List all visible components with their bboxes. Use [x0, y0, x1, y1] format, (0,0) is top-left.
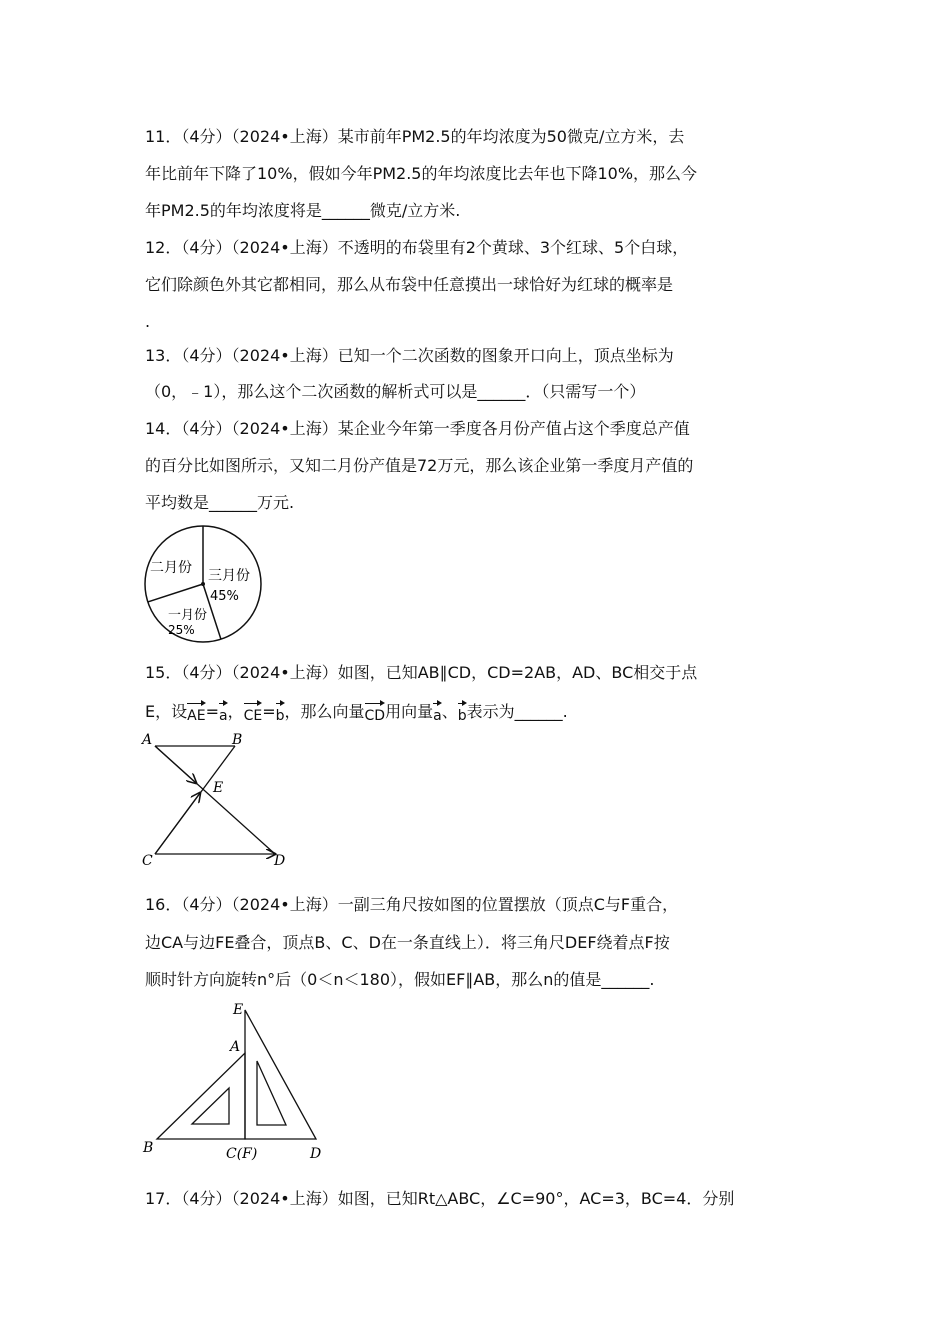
q13-line-2: （0，﹣1），那么这个二次函数的解析式可以是______．（只需写一个）	[145, 382, 646, 401]
label-c: C	[142, 853, 153, 869]
pie-pct-jan: 25%	[168, 623, 195, 637]
q15-sep-2: 、	[441, 702, 458, 721]
q16-line-2: 边CA与边FE叠合，顶点B、C、D在一条直线上）．将三角尺DEF绕着点F按	[145, 933, 670, 952]
vector-a: a	[219, 706, 228, 726]
q12-line-3: .	[145, 312, 151, 331]
vector-ae: AE	[187, 706, 205, 726]
label-d: D	[310, 1146, 322, 1162]
pie-label-jan: 一月份	[168, 608, 208, 623]
pie-center-dot	[201, 582, 205, 586]
q12-line-1: 12．（4分）（2024•上海）不透明的布袋里有2个黄球、3个红球、5个白球，	[145, 238, 689, 257]
triangle-abc-inner	[192, 1088, 229, 1124]
q15-line-2	[145, 702, 568, 726]
label-e: E	[213, 780, 224, 796]
triangle-def	[245, 1010, 316, 1139]
vector-ce: CE	[244, 706, 263, 726]
q12-line-2: 它们除颜色外其它都相同，那么从布袋中任意摸出一球恰好为红球的概率是	[145, 275, 674, 294]
q15-text-a: E，设	[145, 702, 188, 721]
q15-sep-1: ，	[227, 702, 244, 721]
label-b: B	[143, 1140, 154, 1156]
q16-line-1: 16．（4分）（2024•上海）一副三角尺按如图的位置摆放（顶点C与F重合，	[145, 895, 679, 914]
q15-text-c: 用向量	[385, 702, 434, 721]
label-e: E	[233, 1002, 244, 1018]
q15-line-1: 15．（4分）（2024•上海）如图，已知AB∥CD，CD=2AB，AD、BC相交于点	[145, 663, 698, 682]
q14-line-2: 的百分比如图所示，又知二月份产值是72万元，那么该企业第一季度月产值的	[145, 456, 694, 475]
figure-15	[140, 728, 300, 870]
pie-figure	[140, 522, 270, 647]
arrow-ce	[155, 793, 200, 854]
q17-line-1: 17．（4分）（2024•上海）如图，已知Rt△ABC，∠C=90°，AC=3，BC=4．分别	[145, 1189, 735, 1208]
q11-line-3: 年PM2.5的年均浓度将是______微克/立方米.	[145, 201, 461, 220]
vector-a-2: a	[433, 706, 442, 726]
q15-text-b: ，那么向量	[284, 702, 365, 721]
label-a: A	[230, 1039, 241, 1055]
q14-line-3: 平均数是______万元.	[145, 493, 295, 512]
pie-divider-feb-jan	[148, 584, 203, 602]
pie-label-mar: 三月份	[208, 568, 250, 584]
label-d: D	[274, 853, 286, 869]
label-cf: C(F)	[226, 1146, 258, 1162]
triangle-def-inner	[257, 1061, 286, 1125]
vector-b-2: b	[458, 706, 467, 726]
arrow-ae	[155, 746, 196, 783]
q15-eq-1: =	[205, 702, 219, 721]
q15-eq-2: =	[262, 702, 276, 721]
label-b: B	[232, 732, 243, 748]
q11-line-1: 11．（4分）（2024•上海）某市前年PM2.5的年均浓度为50微克/立方米，去	[145, 127, 685, 146]
vector-cd: CD	[365, 706, 386, 726]
pie-pct-mar: 45%	[210, 589, 239, 604]
q11-line-2: 年比前年下降了10%，假如今年PM2.5的年均浓度比去年也下降10%，那么今	[145, 164, 698, 183]
vector-b: b	[276, 706, 285, 726]
label-a: A	[142, 732, 153, 748]
q16-line-3: 顺时针方向旋转n°后（0＜n＜180），假如EF∥AB，那么n的值是______.	[145, 970, 655, 989]
triangle-abc	[157, 1053, 245, 1139]
q15-text-d: 表示为______.	[466, 702, 568, 721]
pie-label-feb: 二月份	[150, 560, 192, 576]
q13-line-1: 13．（4分）（2024•上海）已知一个二次函数的图象开口向上，顶点坐标为	[145, 346, 674, 365]
q14-line-1: 14．（4分）（2024•上海）某企业今年第一季度各月份产值占这个季度总产值	[145, 419, 690, 438]
figure-16	[140, 998, 330, 1164]
